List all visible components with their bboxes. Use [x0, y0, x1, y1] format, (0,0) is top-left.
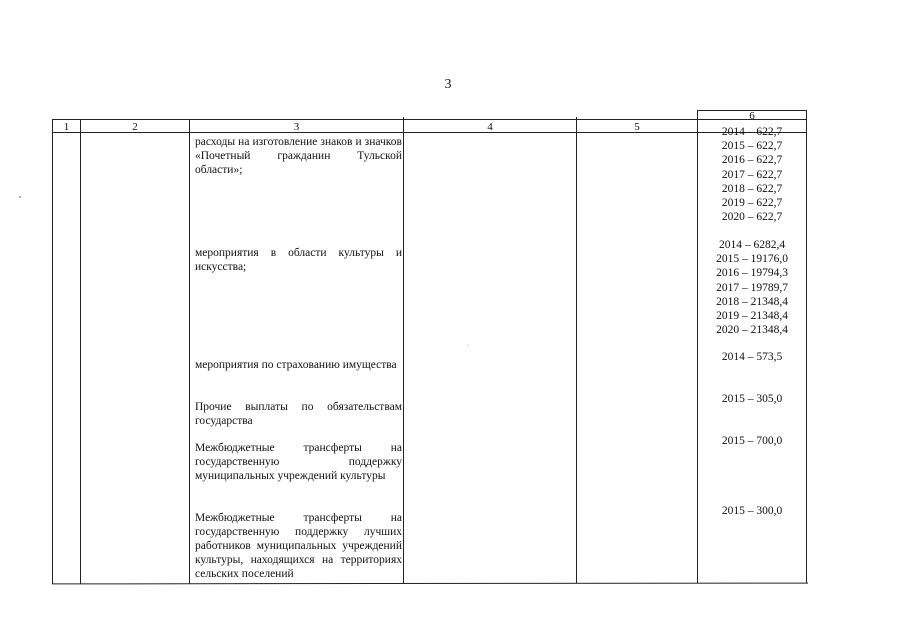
column-header-1: 1	[63, 121, 70, 133]
column-border-2-3	[189, 119, 190, 584]
year-value: 2015 – 700,0	[721, 435, 783, 447]
year-values-list	[698, 504, 806, 518]
year-value: 2019 – 622,7	[721, 197, 783, 210]
column-border-1-2	[80, 119, 81, 584]
year-value: 2014 – 6282,4	[718, 239, 786, 251]
year-value: 2015 – 622,7	[721, 140, 783, 153]
scan-speck	[19, 196, 21, 198]
year-value: 2020 – 622,7	[721, 211, 783, 224]
item-description: мероприятия по страхованию имущества	[195, 359, 397, 371]
year-value: 2016 – 622,7	[721, 154, 783, 167]
year-value: 2018 – 21348,4	[716, 295, 788, 308]
year-values-list	[698, 238, 806, 337]
year-value: 2020 – 21348,4	[716, 324, 788, 337]
column-header-2: 2	[132, 121, 138, 133]
year-values-list	[698, 125, 806, 224]
column-border-right	[806, 110, 807, 583]
column-border-3-4	[403, 117, 404, 583]
year-value: 2015 – 305,0	[721, 393, 783, 405]
year-value: 2018 – 622,7	[721, 182, 783, 195]
year-values-list	[698, 434, 806, 448]
item-description: Прочие выплаты по обязательствам государства	[195, 401, 402, 427]
scan-speck	[468, 345, 469, 346]
year-value: 2017 – 622,7	[721, 168, 783, 181]
year-value: 2014 – 622,7	[721, 126, 783, 138]
column-border-4-5	[576, 117, 577, 583]
year-value: 2016 – 19794,3	[716, 267, 788, 280]
item-description: расходы на изготовление знаков и значков «Почетный гражданин Тульской области»;	[195, 136, 402, 176]
page-number: 3	[444, 77, 452, 92]
column-header-5: 5	[634, 121, 640, 133]
year-values-list	[698, 392, 806, 406]
item-description: Межбюджетные трансферты на государственную поддержку лучших работников муниципальных учреждений культуры, находящихся на территориях сельских поселений	[195, 512, 402, 580]
item-description: мероприятия в области культуры и искусства;	[195, 247, 402, 273]
column-header-6: 6	[749, 110, 755, 122]
year-value: 2015 – 300,0	[721, 505, 783, 517]
column-header-3: 3	[293, 121, 300, 133]
column-header-4: 4	[487, 121, 493, 133]
year-value: 2019 – 21348,4	[716, 310, 788, 323]
year-value: 2015 – 19176,0	[716, 253, 788, 266]
column-border-left	[52, 119, 53, 584]
year-values-list	[698, 350, 806, 364]
table-bottom-border	[52, 583, 808, 585]
year-value: 2014 – 573,5	[721, 351, 783, 363]
year-value: 2017 – 19789,7	[716, 281, 788, 294]
item-description: Межбюджетные трансферты на государственную поддержку муниципальных учреждений культуры	[195, 442, 402, 482]
